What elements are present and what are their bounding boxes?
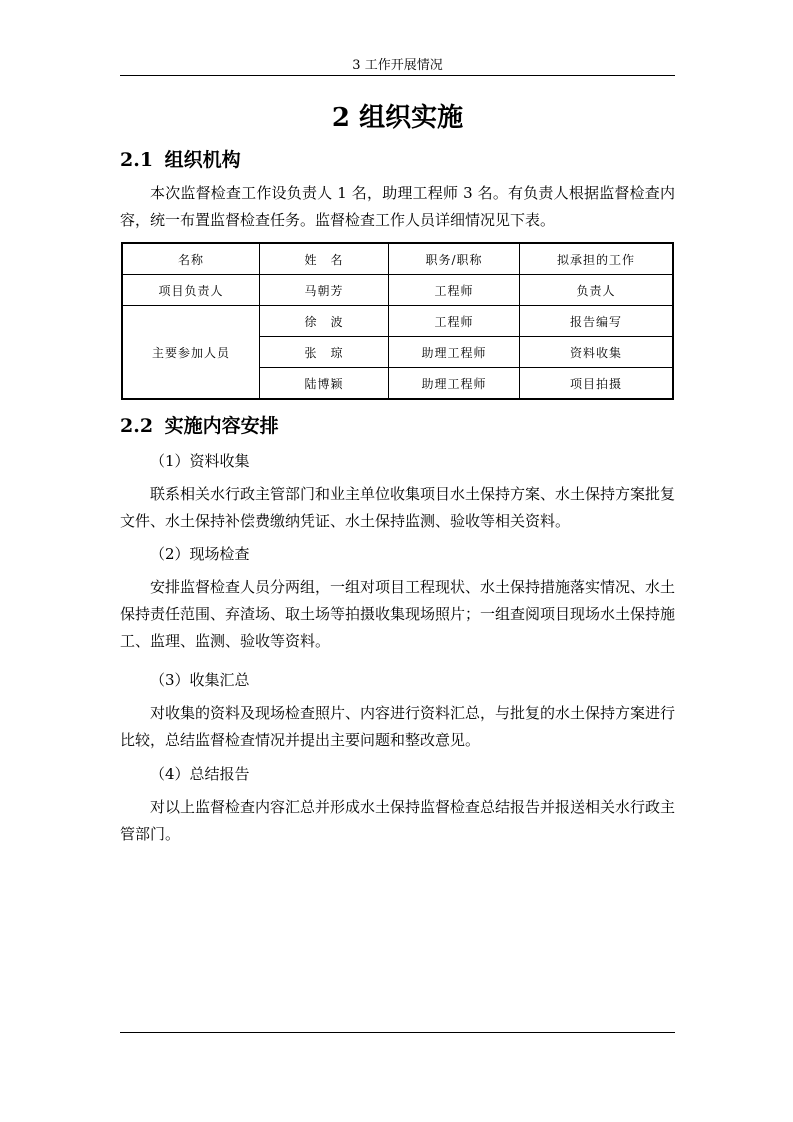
section-title: 组织机构	[164, 149, 241, 171]
subheading-data-collection: （1）资料收集	[150, 452, 250, 470]
subheading-summary: （3）收集汇总	[150, 671, 250, 689]
section-heading-2-1	[120, 146, 241, 174]
cell-title: 助理工程师	[389, 337, 520, 368]
table-row	[122, 275, 673, 306]
section-number: 2.1	[120, 149, 154, 171]
section-heading-2-2	[120, 412, 279, 440]
cell-name: 徐 波	[260, 306, 389, 337]
cell-role: 项目负责人	[122, 275, 260, 306]
paragraph-report: 对以上监督检查内容汇总并形成水土保持监督检查总结报告并报送相关水行政主管部门。	[120, 798, 676, 843]
cell-title: 助理工程师	[389, 368, 520, 400]
cell-title: 工程师	[389, 306, 520, 337]
cell-name: 马朝芳	[260, 275, 389, 306]
cell-task: 项目拍摄	[520, 368, 674, 400]
header-rule	[120, 75, 675, 76]
subheading-report: （4）总结报告	[150, 765, 250, 783]
subheading-site-inspection: （2）现场检查	[150, 545, 250, 563]
cell-name: 陆博颖	[260, 368, 389, 400]
table-header-row	[122, 243, 673, 275]
section-title: 实施内容安排	[164, 415, 279, 437]
section-number: 2.2	[120, 415, 154, 437]
paragraph-summary: 对收集的资料及现场检查照片、内容进行资料汇总，与批复的水土保持方案进行比较，总结监督检查情况并提出主要问题和整改意见。	[120, 704, 676, 749]
chapter-title: 2 组织实施	[331, 103, 464, 133]
column-header-role: 名称	[122, 243, 260, 275]
cell-role: 主要参加人员	[122, 306, 260, 400]
column-header-title: 职务/职称	[389, 243, 520, 275]
table-row	[122, 306, 673, 337]
cell-title: 工程师	[389, 275, 520, 306]
paragraph-data-collection: 联系相关水行政主管部门和业主单位收集项目水土保持方案、水土保持方案批复文件、水土保持补偿费缴纳凭证、水土保持监测、验收等相关资料。	[120, 485, 676, 530]
cell-task: 负责人	[520, 275, 674, 306]
cell-task: 资料收集	[520, 337, 674, 368]
section-2-1-paragraph: 本次监督检查工作设负责人 1 名，助理工程师 3 名。有负责人根据监督检查内容，统一布置监督检查任务。监督检查工作人员详细情况见下表。	[120, 184, 675, 229]
column-header-name: 姓 名	[260, 243, 389, 275]
running-header: 3 工作开展情况	[352, 58, 443, 73]
column-header-task: 拟承担的工作	[520, 243, 674, 275]
footer-rule	[120, 1032, 675, 1033]
cell-name: 张 琼	[260, 337, 389, 368]
staff-table	[121, 242, 674, 400]
paragraph-site-inspection: 安排监督检查人员分两组，一组对项目工程现状、水土保持措施落实情况、水土保持责任范围、弃渣场、取土场等拍摄收集现场照片；一组查阅项目现场水土保持施工、监理、监测、验收等资料。	[120, 578, 676, 650]
cell-task: 报告编写	[520, 306, 674, 337]
